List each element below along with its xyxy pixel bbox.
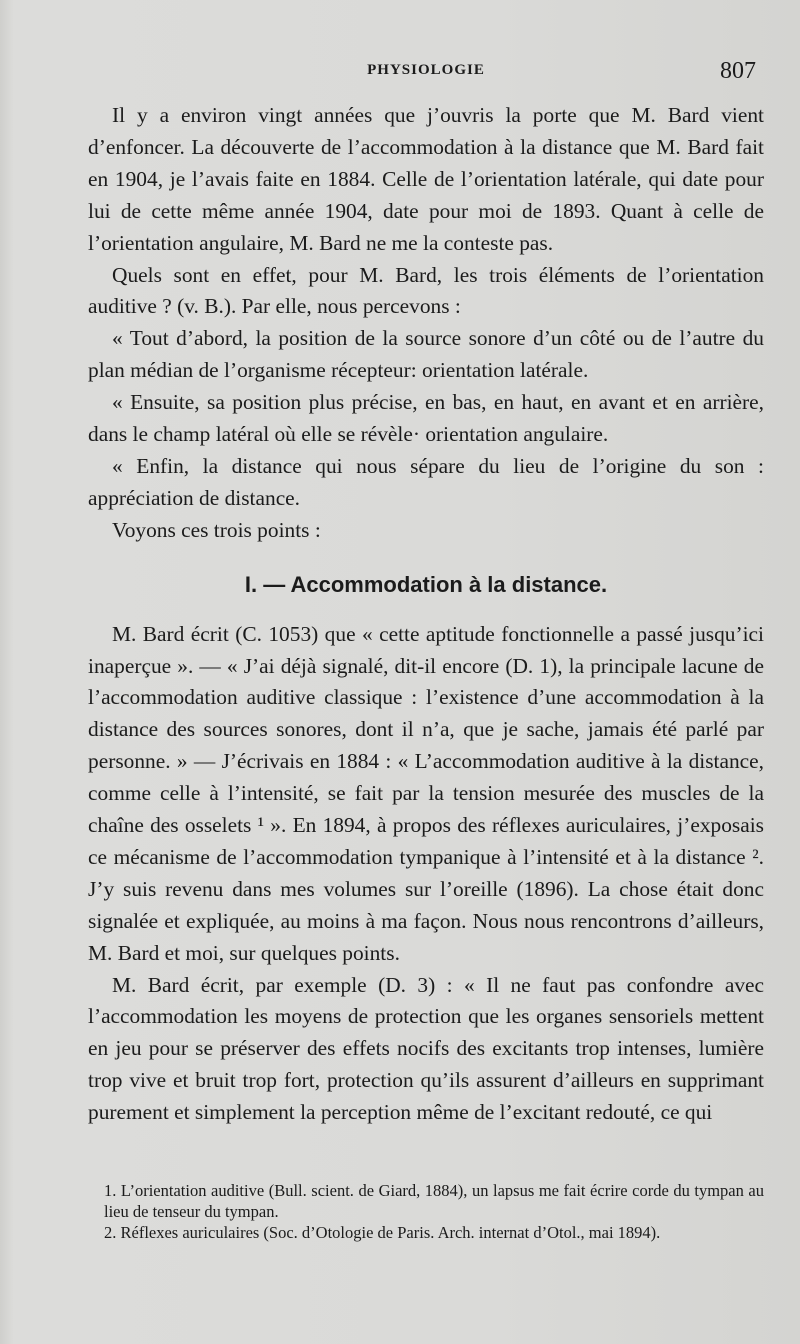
- paragraph-angular: « Ensuite, sa position plus précise, en bas, en haut, en avant et en arrière, dans le champ latéral où elle se révèle· orientation angulaire.: [88, 390, 764, 447]
- paragraph-intro: Il y a environ vingt années que j’ouvris la porte que M. Bard vient d’enfoncer. La découverte de l’accommodation à la distance que M. Bard fait en 1904, je l’avais faite en 1884. Celle de l’orientation latérale, qui date pour lui de cette même année 1904, date pour moi de 1893. Quant à celle de l’orientation angulaire, M. Bard ne me la conteste pas.: [88, 103, 764, 255]
- paragraph-distance: « Enfin, la distance qui nous sépare du lieu de l’origine du son : appréciation de distance.: [88, 453, 764, 510]
- running-head: PHYSIOLOGIE: [367, 62, 485, 78]
- page-header: [88, 58, 764, 88]
- footnote-1: 1. L’orientation auditive (Bull. scient. de Giard, 1884), un lapsus me fait écrire corde du tympan au lieu de tenseur du tympan.: [104, 1181, 764, 1221]
- page-body: [88, 100, 764, 1129]
- paragraph-protection: M. Bard écrit, par exemple (D. 3) : « Il ne faut pas confondre avec l’accommodation les moyens de protection que les organes sensoriels mettent en jeu pour se préserver des effets nocifs des excitants trop intenses, lumière trop vive et bruit trop fort, protection qu’ils assurent d’ailleurs en supprimant purement et simplement la perception même de l’excitant redouté, ce qui: [88, 972, 764, 1125]
- section-heading: I. — Accommodation à la distance.: [244, 571, 608, 597]
- paragraph-three-points: Voyons ces trois points :: [112, 517, 321, 542]
- paragraph-question: Quels sont en effet, pour M. Bard, les trois éléments de l’orientation auditive ? (v. B.). Par elle, nous percevons :: [88, 262, 764, 319]
- footnotes: [104, 1180, 764, 1243]
- footnote-2: 2. Réflexes auriculaires (Soc. d’Otologie de Paris. Arch. internat d’Otol., mai 1894).: [104, 1223, 661, 1242]
- paragraph-accommodation: M. Bard écrit (C. 1053) que « cette aptitude fonctionnelle a passé jusqu’ici inaperçue ». — « J’ai déjà signalé, dit-il encore (D. 1), la principale lacune de l’accommodation auditive classique : l’existence d’une accommodation à la distance des sources sonores, dont il n’a, que je sache, jamais été parlé par personne. » — J’écrivais en 1884 : « L’accommodation auditive à la distance, comme celle à l’intensité, se fait par la tension mesurée des muscles de la chaîne des osselets ¹ ». En 1894, à propos des réflexes auriculaires, j’exposais ce mécanisme de l’accommodation tympanique à l’intensité et à la distance ². J’y suis revenu dans mes volumes sur l’oreille (1896). La chose était donc signalée et expliquée, au moins à ma façon. Nous nous rencontrons d’ailleurs, M. Bard et moi, sur quelques points.: [88, 621, 764, 965]
- paragraph-lateral: « Tout d’abord, la position de la source sonore d’un côté ou de l’autre du plan médian de l’organisme récepteur: orientation latérale.: [88, 326, 764, 383]
- page-number: 807: [720, 58, 756, 84]
